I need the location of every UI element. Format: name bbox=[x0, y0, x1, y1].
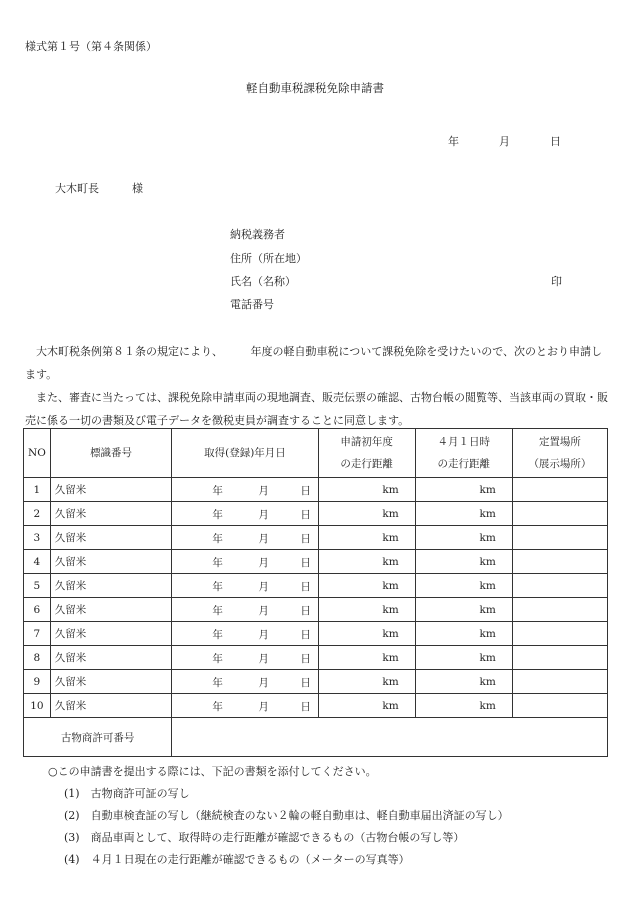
row-month: 月 bbox=[258, 509, 269, 521]
row-april-mileage[interactable]: km bbox=[415, 598, 512, 622]
table-header-row bbox=[24, 429, 608, 478]
seal-mark: 印 bbox=[551, 275, 562, 288]
addressee-name: 大木町長 bbox=[55, 182, 99, 195]
row-april-mileage[interactable]: km bbox=[415, 526, 512, 550]
table-row bbox=[24, 574, 608, 598]
body-paragraph-1: 大木町税条例第８１条の規定により、 年度の軽自動車税について課税免除を受けたいので、次のとおり申請します。 bbox=[25, 345, 603, 381]
name-label: 氏名（名称） bbox=[230, 275, 296, 288]
row-month: 月 bbox=[258, 557, 269, 569]
date-day: 日 bbox=[550, 135, 561, 148]
row-location[interactable] bbox=[512, 502, 607, 526]
table-row bbox=[24, 670, 608, 694]
row-plate[interactable]: 久留米 bbox=[50, 694, 172, 718]
addressee-honorific: 様 bbox=[132, 182, 143, 195]
table-row bbox=[24, 646, 608, 670]
row-day: 日 bbox=[300, 533, 311, 545]
body-text bbox=[25, 340, 610, 432]
row-location[interactable] bbox=[512, 598, 607, 622]
header-acquired: 取得(登録)年月日 bbox=[172, 429, 318, 478]
body-paragraph-2: また、審査に当たっては、課税免除申請車両の現地調査、販売伝票の確認、古物台帳の閲覧等、当該車両の買取・販売に係る一切の書類及び電子データを徴税吏員が調査することに同意します。 bbox=[25, 391, 608, 427]
row-no: 3 bbox=[24, 526, 51, 550]
row-april-mileage[interactable]: km bbox=[415, 646, 512, 670]
row-year: 年 bbox=[212, 701, 223, 713]
row-april-mileage[interactable]: km bbox=[415, 622, 512, 646]
row-initial-mileage[interactable]: km bbox=[318, 574, 415, 598]
header-plate: 標識番号 bbox=[50, 429, 172, 478]
row-plate[interactable]: 久留米 bbox=[50, 502, 172, 526]
note-item-4: (4) ４月１日現在の走行距離が確認できるもの（メーターの写真等） bbox=[64, 853, 410, 866]
notes-intro: ○この申請書を提出する際には、下記の書類を添付してください。 bbox=[48, 765, 377, 778]
row-plate[interactable]: 久留米 bbox=[50, 622, 172, 646]
row-location[interactable] bbox=[512, 478, 607, 502]
row-plate[interactable]: 久留米 bbox=[50, 550, 172, 574]
row-no: 6 bbox=[24, 598, 51, 622]
taxpayer-label: 納税義務者 bbox=[230, 228, 285, 241]
row-initial-mileage[interactable]: km bbox=[318, 526, 415, 550]
addressee bbox=[55, 180, 143, 196]
row-initial-mileage[interactable]: km bbox=[318, 550, 415, 574]
row-acquired-date[interactable] bbox=[172, 598, 318, 622]
row-acquired-date[interactable] bbox=[172, 550, 318, 574]
table-row bbox=[24, 598, 608, 622]
row-no: 4 bbox=[24, 550, 51, 574]
table-row bbox=[24, 694, 608, 718]
row-month: 月 bbox=[258, 629, 269, 641]
row-location[interactable] bbox=[512, 670, 607, 694]
row-day: 日 bbox=[300, 485, 311, 497]
row-acquired-date[interactable] bbox=[172, 622, 318, 646]
document-title: 軽自動車税課税免除申請書 bbox=[246, 81, 384, 95]
row-month: 月 bbox=[258, 533, 269, 545]
row-april-mileage[interactable]: km bbox=[415, 478, 512, 502]
vehicle-table bbox=[23, 428, 608, 757]
row-initial-mileage[interactable]: km bbox=[318, 598, 415, 622]
row-year: 年 bbox=[212, 509, 223, 521]
row-no: 1 bbox=[24, 478, 51, 502]
row-april-mileage[interactable]: km bbox=[415, 550, 512, 574]
note-item-1: (1) 古物商許可証の写し bbox=[64, 787, 190, 800]
row-no: 2 bbox=[24, 502, 51, 526]
row-day: 日 bbox=[300, 629, 311, 641]
phone-label: 電話番号 bbox=[230, 298, 274, 311]
header-location: 定置場所 （展示場所） bbox=[512, 429, 607, 478]
row-acquired-date[interactable] bbox=[172, 694, 318, 718]
notes bbox=[48, 761, 509, 871]
row-location[interactable] bbox=[512, 550, 607, 574]
row-initial-mileage[interactable]: km bbox=[318, 502, 415, 526]
row-plate[interactable]: 久留米 bbox=[50, 526, 172, 550]
row-april-mileage[interactable]: km bbox=[415, 502, 512, 526]
row-year: 年 bbox=[212, 629, 223, 641]
row-no: 7 bbox=[24, 622, 51, 646]
row-no: 5 bbox=[24, 574, 51, 598]
address-label: 住所（所在地） bbox=[230, 252, 307, 265]
table-row bbox=[24, 478, 608, 502]
row-plate[interactable]: 久留米 bbox=[50, 598, 172, 622]
date-month: 月 bbox=[499, 135, 510, 148]
row-acquired-date[interactable] bbox=[172, 502, 318, 526]
row-initial-mileage[interactable]: km bbox=[318, 646, 415, 670]
row-plate[interactable]: 久留米 bbox=[50, 670, 172, 694]
row-initial-mileage[interactable]: km bbox=[318, 670, 415, 694]
row-acquired-date[interactable] bbox=[172, 478, 318, 502]
row-plate[interactable]: 久留米 bbox=[50, 646, 172, 670]
row-acquired-date[interactable] bbox=[172, 574, 318, 598]
row-no: 10 bbox=[24, 694, 51, 718]
form-number: 様式第１号（第４条関係） bbox=[25, 40, 157, 53]
row-initial-mileage[interactable]: km bbox=[318, 622, 415, 646]
row-location[interactable] bbox=[512, 622, 607, 646]
table-row bbox=[24, 526, 608, 550]
row-location[interactable] bbox=[512, 526, 607, 550]
header-no: NO bbox=[24, 429, 51, 478]
row-day: 日 bbox=[300, 677, 311, 689]
row-month: 月 bbox=[258, 653, 269, 665]
date-year: 年 bbox=[448, 135, 459, 148]
row-acquired-date[interactable] bbox=[172, 526, 318, 550]
row-month: 月 bbox=[258, 581, 269, 593]
date-line bbox=[448, 133, 561, 149]
row-year: 年 bbox=[212, 557, 223, 569]
permit-number-field[interactable] bbox=[172, 718, 608, 757]
row-no: 8 bbox=[24, 646, 51, 670]
permit-row bbox=[24, 718, 608, 757]
row-year: 年 bbox=[212, 653, 223, 665]
row-acquired-date[interactable] bbox=[172, 670, 318, 694]
row-initial-mileage[interactable]: km bbox=[318, 694, 415, 718]
row-year: 年 bbox=[212, 485, 223, 497]
row-location[interactable] bbox=[512, 646, 607, 670]
row-acquired-date[interactable] bbox=[172, 646, 318, 670]
row-no: 9 bbox=[24, 670, 51, 694]
table-row bbox=[24, 550, 608, 574]
row-month: 月 bbox=[258, 701, 269, 713]
header-initial-mileage: 申請初年度 の走行距離 bbox=[318, 429, 415, 478]
row-april-mileage[interactable]: km bbox=[415, 694, 512, 718]
row-year: 年 bbox=[212, 677, 223, 689]
row-year: 年 bbox=[212, 533, 223, 545]
note-item-2: (2) 自動車検査証の写し（継続検査のない２輪の軽自動車は、軽自動車届出済証の写し） bbox=[64, 809, 509, 822]
row-month: 月 bbox=[258, 605, 269, 617]
table-row bbox=[24, 502, 608, 526]
row-month: 月 bbox=[258, 485, 269, 497]
row-location[interactable] bbox=[512, 694, 607, 718]
row-location[interactable] bbox=[512, 574, 607, 598]
row-april-mileage[interactable]: km bbox=[415, 670, 512, 694]
row-day: 日 bbox=[300, 605, 311, 617]
row-plate[interactable]: 久留米 bbox=[50, 574, 172, 598]
row-day: 日 bbox=[300, 557, 311, 569]
row-day: 日 bbox=[300, 701, 311, 713]
permit-label: 古物商許可番号 bbox=[24, 718, 172, 757]
row-day: 日 bbox=[300, 653, 311, 665]
row-day: 日 bbox=[300, 509, 311, 521]
row-day: 日 bbox=[300, 581, 311, 593]
row-year: 年 bbox=[212, 581, 223, 593]
row-year: 年 bbox=[212, 605, 223, 617]
table-row bbox=[24, 622, 608, 646]
header-april-mileage: ４月１日時 の走行距離 bbox=[415, 429, 512, 478]
row-plate[interactable]: 久留米 bbox=[50, 478, 172, 502]
row-initial-mileage[interactable]: km bbox=[318, 478, 415, 502]
row-month: 月 bbox=[258, 677, 269, 689]
row-april-mileage[interactable]: km bbox=[415, 574, 512, 598]
note-item-3: (3) 商品車両として、取得時の走行距離が確認できるもの（古物台帳の写し等） bbox=[64, 831, 465, 844]
